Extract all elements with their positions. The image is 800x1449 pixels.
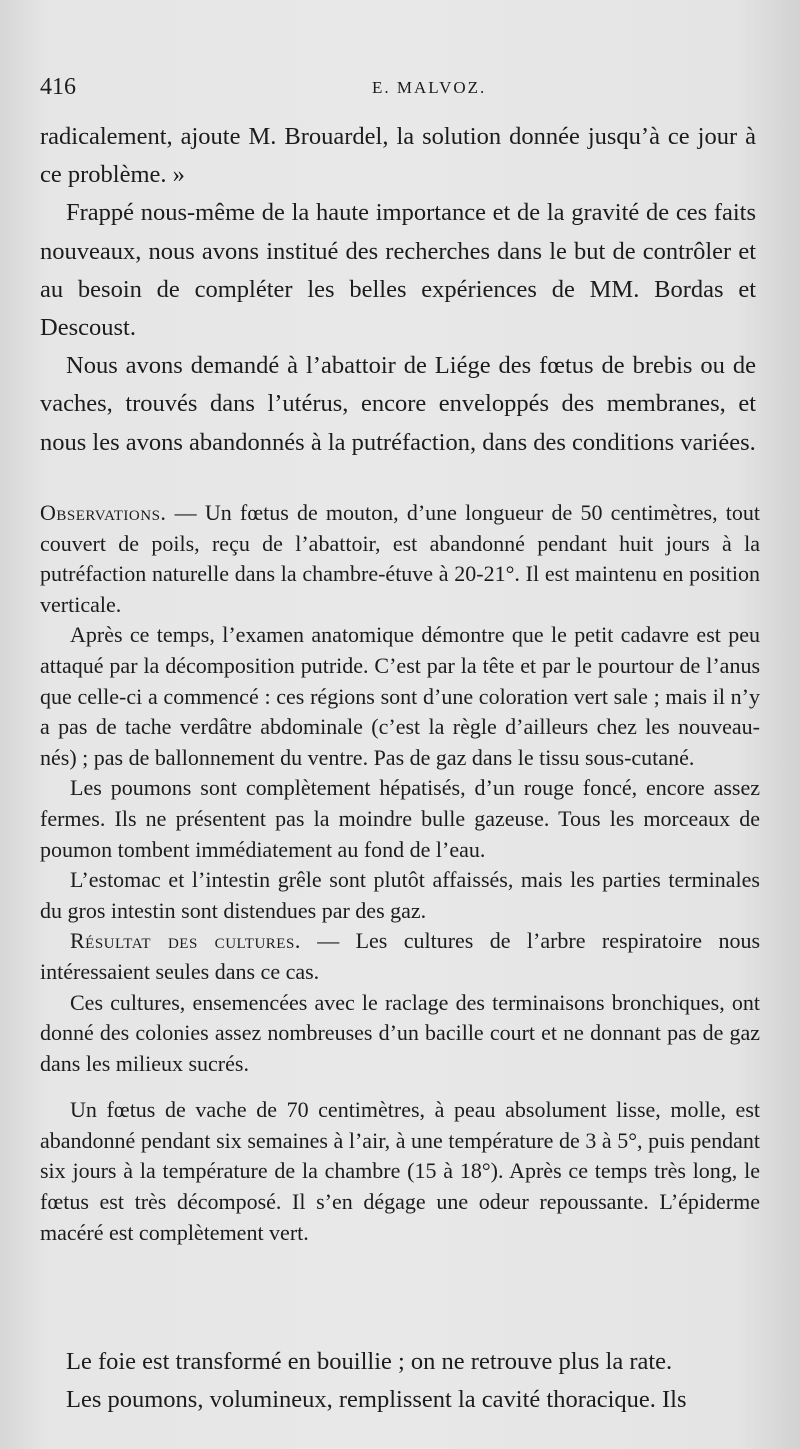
observation-1-paragraph-2: Après ce temps, l’examen anatomique démontre que le petit cadavre est peu attaqué par la décomposition putride. C’est par la tête et par le pourtour de l’anus que celle-ci a commencé : ces régions sont d’une coloration vert sale ; mais il n’y a pas de tache verdâtre abdominale (c’est la règle d’ailleurs chez les nouveau-nés) ; pas de ballonnement du ventre. Pas de gaz dans le tissu sous-cutané. <box>40 622 760 770</box>
observation-1 <box>40 498 760 1248</box>
result-text: — Les cultures de l’arbre respiratoire nous intéressaient seules dans ce cas. <box>40 928 761 984</box>
intro-paragraph-2: Frappé nous-même de la haute importance et de la gravité de ces faits nouveaux, nous avons institué des recherches dans le but de contrôler et au besoin de compléter les belles expériences de MM. Bordas et Descoust. <box>40 199 756 342</box>
observation-1-paragraph-5: Ces cultures, ensemencées avec le raclage des terminaisons bronchiques, ont donné des colonies assez nombreuses d’un bacille court et ne donnant pas de gaz dans les milieux sucrés. <box>40 989 760 1076</box>
page-header <box>40 74 760 104</box>
observation-1-paragraph-1 <box>40 498 760 620</box>
observation-1-paragraph-4: L’estomac et l’intestin grêle sont plutôt affaissés, mais les parties terminales du gros intestin sont distendues par des gaz. <box>40 867 760 923</box>
result-heading: Résultat des cultures. <box>70 928 301 954</box>
observation-2-paragraph-1: Un fœtus de vache de 70 centimètres, à peau absolument lisse, molle, est abandonné pendant six semaines à l’air, à une température de 3 à 5°, puis pendant six jours à la température de la chambre (15 à 18°). Après ce temps très long, le fœtus est très décomposé. Il s’en dégage une odeur repoussante. L’épiderme macéré est complètement vert. <box>40 1097 760 1245</box>
observation-2-paragraph-3: Les poumons, volumineux, remplissent la cavité thoracique. Ils <box>66 1386 687 1414</box>
running-head: E. MALVOZ. <box>372 78 487 97</box>
section-gap <box>40 1079 760 1095</box>
observation-1-paragraph-3: Les poumons sont complètement hépatisés, d’un rouge foncé, encore assez fermes. Ils ne présentent pas la moindre bulle gazeuse. Tous les morceaux de poumon tombent immédiatement au fond de l’eau. <box>40 775 760 862</box>
intro-section <box>40 118 756 462</box>
observation-2-paragraph-2: Le foie est transformé en bouillie ; on ne retrouve plus la rate. <box>66 1348 673 1375</box>
result-paragraph <box>40 926 760 987</box>
observation-1-text: — Un fœtus de mouton, d’une longueur de 50 centimètres, tout couvert de poils, reçu de l’abattoir, est abandonné pendant huit jours à la putréfaction naturelle dans la chambre-étuve à 20-21°. Il est maintenu en position verticale. <box>40 500 760 617</box>
intro-paragraph-1: radicalement, ajoute M. Brouardel, la solution donnée jusqu’à ce jour à ce problème. » <box>40 123 756 189</box>
observation-2-continued <box>40 1343 756 1419</box>
page-number: 416 <box>40 74 76 100</box>
intro-paragraph-3: Nous avons demandé à l’abattoir de Liége des fœtus de brebis ou de vaches, trouvés dans l’utérus, encore enveloppés des membranes, et nous les avons abandonnés à la putréfaction, dans des conditions variées. <box>40 352 756 456</box>
observations-heading: Observations. <box>40 500 167 525</box>
